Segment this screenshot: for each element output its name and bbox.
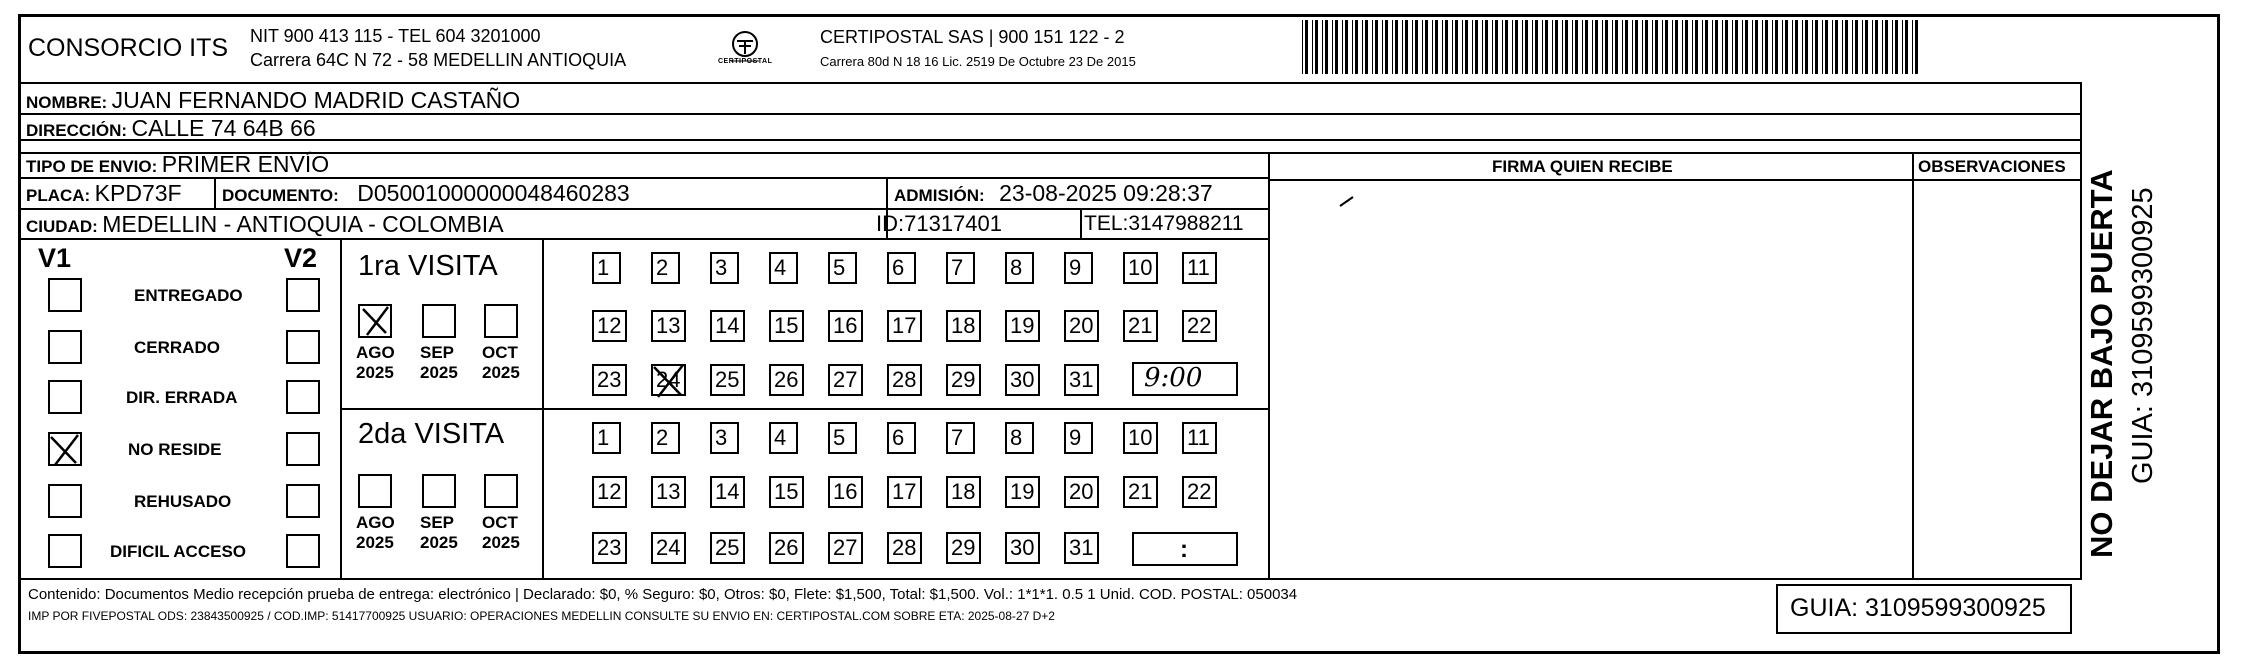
visit2-month-label: AGO [356,513,395,532]
admision-field [894,182,1213,205]
visit2-title: 2da VISITA [358,418,505,450]
v1-checkbox [48,484,82,518]
v1-checkbox [48,278,82,312]
visit1-month-mark [358,304,392,338]
visit2-day-box: 13 [651,476,686,508]
status-reason-label: DIFICIL ACCESO [110,542,247,561]
company-address: Carrera 64C N 72 - 58 MEDELLIN ANTIOQUIA [250,50,627,70]
visit2-day-box: 5 [828,422,857,454]
tipo-envio-label: TIPO DE ENVIO: [26,157,158,176]
status-reason-label: ENTREGADO [134,286,243,305]
visit1-time: 9:00 [1144,363,1203,393]
direccion-label: DIRECCIÓN: [26,121,128,140]
visit2-day-box: 25 [710,532,745,564]
visit2-day-box: 15 [769,476,804,508]
visit2-day-box: 14 [710,476,745,508]
visit1-day-box: 18 [946,310,981,342]
visit2-day-box: 21 [1123,476,1158,508]
visit2-year-label: 2025 [420,533,458,552]
status-reason-label: REHUSADO [134,492,232,511]
visit1-day-box: 1 [592,252,621,284]
divider [1080,208,1082,238]
visit1-day-box: 27 [828,364,863,396]
visit1-day-box: 15 [769,310,804,342]
divider [214,177,216,208]
certipostal-nit: CERTIPOSTAL SAS | 900 151 122 - 2 [820,27,1125,47]
divider [20,113,2080,115]
visit1-day-box: 28 [887,364,922,396]
logo-text: CERTIPOSTAL [718,58,773,65]
divider [20,139,2080,141]
divider [1269,179,2080,181]
divider [1912,152,1914,580]
visit1-day-box: 25 [710,364,745,396]
visit2-day-box: 29 [946,532,981,564]
visit1-day-box: 11 [1182,252,1217,284]
tipo-envio-field [26,153,329,176]
divider [20,238,1269,240]
visit2-day-box: 2 [651,422,680,454]
placa-value: KPD73F [94,180,182,206]
v2-checkbox [286,432,320,466]
visit1-day-box: 17 [887,310,922,342]
visit1-day-box: 16 [828,310,863,342]
visit2-day-box: 22 [1182,476,1217,508]
signature-mark [1338,194,1356,208]
divider [340,408,1270,410]
visit2-month-label: SEP [420,513,455,532]
direccion-value: CALLE 74 64B 66 [131,115,316,141]
nombre-field [26,89,520,112]
certipostal-license: Carrera 80d N 18 16 Lic. 2519 De Octubre 23 De 2015 [820,54,1136,69]
admision-value: 23-08-2025 09:28:37 [999,180,1213,206]
visit1-day-box: 4 [769,252,798,284]
v1-checkbox [48,330,82,364]
divider [2080,82,2082,580]
visit2-month-box [484,474,518,508]
v1-label: V1 [38,243,72,273]
v1-checkbox [48,380,82,414]
divider [1268,152,1270,580]
visit1-day-box: 8 [1005,252,1034,284]
visit1-day-box: 23 [592,364,627,396]
tel-value: TEL:3147988211 [1084,212,1244,235]
visit1-day-box: 10 [1123,252,1158,284]
visit1-day-box: 7 [946,252,975,284]
visit1-day-box: 9 [1064,252,1093,284]
divider [20,578,2080,580]
visit2-day-box: 27 [828,532,863,564]
visit2-month-label: OCT [482,513,518,532]
visit2-time-box [1132,532,1238,566]
visit2-year-label: 2025 [482,533,520,552]
visit1-day-box: 26 [769,364,804,396]
status-reason-label: DIR. ERRADA [126,388,238,407]
company-nit: NIT 900 413 115 - TEL 604 3201000 [250,26,541,46]
visit1-year-label: 2025 [420,363,458,382]
v2-checkbox [286,278,320,312]
placa-field [26,182,182,205]
barcode-image [1302,20,1928,74]
visit1-day-box: 5 [828,252,857,284]
visit2-day-box: 17 [887,476,922,508]
tipo-envio-value: PRIMER ENVÍO [161,151,330,177]
visit2-year-label: 2025 [356,533,394,552]
visit2-day-box: 30 [1005,532,1040,564]
divider [20,82,2080,84]
visit1-month-label: AGO [356,343,395,362]
visit2-day-box: 1 [592,422,621,454]
id-value: ID:71317401 [876,211,1002,236]
visit1-day-box: 14 [710,310,745,342]
divider [20,177,1269,179]
v1-check-mark [46,432,82,468]
v2-label: V2 [284,243,318,273]
visit2-day-box: 12 [592,476,627,508]
nombre-label: NOMBRE: [26,93,108,112]
visit1-day-box: 21 [1123,310,1158,342]
observaciones-header: OBSERVACIONES [1918,157,2066,176]
v2-checkbox [286,330,320,364]
visit2-day-box: 7 [946,422,975,454]
visit1-day-box: 22 [1182,310,1217,342]
nombre-value: JUAN FERNANDO MADRID CASTAÑO [111,87,521,113]
documento-field [222,182,630,205]
visit1-day-box: 24 [651,364,686,396]
visit2-day-box: 19 [1005,476,1040,508]
visit1-day-box: 30 [1005,364,1040,396]
visit2-day-box: 4 [769,422,798,454]
visit1-year-label: 2025 [482,363,520,382]
v2-checkbox [286,534,320,568]
visit1-time-box [1132,362,1238,396]
company-name: CONSORCIO ITS [28,34,229,62]
visit1-month-label: OCT [482,343,518,362]
footer-print-line: IMP POR FIVEPOSTAL ODS: 23843500925 / COD.IMP: 51417700925 USUARIO: OPERACIONES MEDELLIN CONSULTE SU ENVIO EN: CERTIPOSTAL.COM SOBRE ETA: 2025-08-27 D+2 [28,609,1055,623]
visit1-day-box: 19 [1005,310,1040,342]
visit1-day-box: 20 [1064,310,1099,342]
visit1-day-box: 12 [592,310,627,342]
v1-checkbox [48,534,82,568]
visit1-day-box: 31 [1064,364,1099,396]
visit1-day-box: 2 [651,252,680,284]
side-guia: GUIA: 3109599300925 [2127,187,2159,484]
status-reason-label: CERRADO [134,338,220,357]
footer-guia: GUIA: 3109599300925 [1790,594,2046,622]
visit2-day-box: 18 [946,476,981,508]
visit1-title: 1ra VISITA [358,250,498,282]
documento-value: D05001000000048460283 [357,180,630,206]
visit2-day-box: 8 [1005,422,1034,454]
firma-header: FIRMA QUIEN RECIBE [1492,157,1673,176]
visit1-month-label: SEP [420,343,455,362]
visit1-day-box: 3 [710,252,739,284]
admision-label: ADMISIÓN: [894,186,985,205]
footer-content-line: Contenido: Documentos Medio recepción prueba de entrega: electrónico | Declarado: $0, % Seguro: $0, Otros: $0, Flete: $1,500, Total: $1,500. Vol.: 1*1*1. 0.5 1 Unid. COD. POSTAL: 050034 [28,586,1298,603]
visit2-day-box: 6 [887,422,916,454]
certipostal-logo [716,28,774,74]
visit1-month-box [422,304,456,338]
visit1-year-label: 2025 [356,363,394,382]
visit2-month-box [358,474,392,508]
visit2-day-box: 3 [710,422,739,454]
side-warning: NO DEJAR BAJO PUERTA [2084,169,2119,558]
visit2-day-box: 28 [887,532,922,564]
visit2-day-box: 16 [828,476,863,508]
v2-checkbox [286,380,320,414]
ciudad-label: CIUDAD: [26,217,98,236]
v2-checkbox [286,484,320,518]
visit1-month-box [484,304,518,338]
status-reason-label: NO RESIDE [128,440,222,459]
documento-label: DOCUMENTO: [222,186,339,205]
placa-label: PLACA: [26,186,91,205]
visit2-day-box: 23 [592,532,627,564]
visit2-day-box: 9 [1064,422,1093,454]
visit1-day-box: 13 [651,310,686,342]
ciudad-field [26,213,504,236]
visit2-day-box: 11 [1182,422,1217,454]
visit2-day-box: 31 [1064,532,1099,564]
ciudad-value: MEDELLIN - ANTIOQUIA - COLOMBIA [102,211,504,237]
visit2-time: : [1180,536,1188,563]
visit2-day-box: 20 [1064,476,1099,508]
visit2-day-box: 10 [1123,422,1158,454]
visit2-day-box: 24 [651,532,686,564]
visit2-month-box [422,474,456,508]
visit2-day-box: 26 [769,532,804,564]
visit1-day-mark [649,362,687,400]
visit1-day-box: 6 [887,252,916,284]
visit1-day-box: 29 [946,364,981,396]
direccion-field [26,117,316,140]
